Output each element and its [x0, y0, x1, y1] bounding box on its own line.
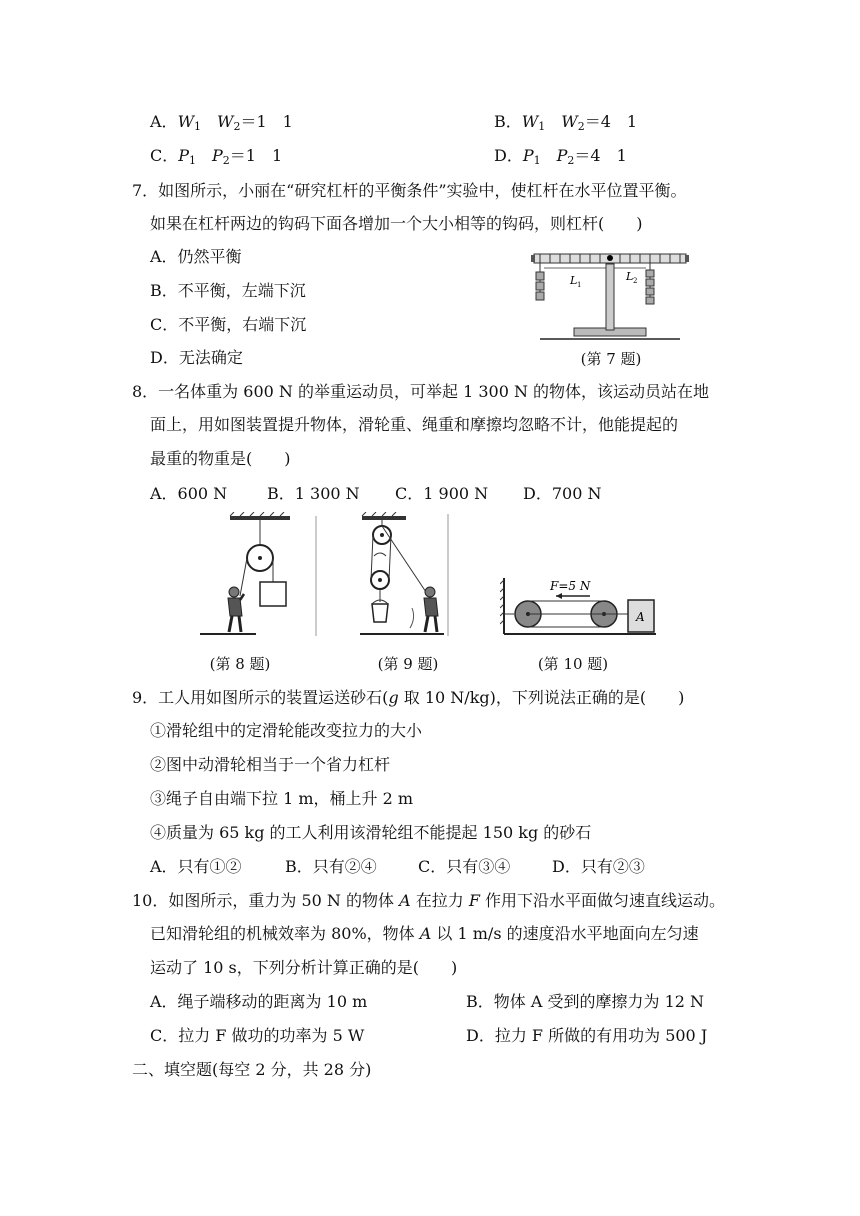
- q9-caption: (第 9 题): [377, 655, 439, 673]
- q8-stem-line3: 最重的物重是( ): [150, 449, 291, 468]
- q10-option-a: A．绳子端移动的距离为 10 m: [150, 992, 368, 1011]
- q9-stem: 9．工人用如图所示的装置运送砂石(g 取 10 N/kg)，下列说法正确的是( ): [132, 688, 685, 707]
- q8-pulley-figure: [196, 512, 322, 640]
- q8-stem-line2: 面上，用如图装置提升物体，滑轮重、绳重和摩擦均忽略不计，他能提起的: [150, 415, 679, 434]
- q10-horizontal-pulley-figure: [500, 578, 660, 638]
- q7-caption: (第 7 题): [580, 350, 642, 368]
- q6-option-a: A．$W_1$ $W_2=1$ 1: [150, 112, 293, 133]
- q8-caption: (第 8 题): [209, 655, 271, 673]
- q10-option-d: D．拉力 F 所做的有用功为 500 J: [466, 1026, 708, 1045]
- q9-option-a: A．只有①②: [150, 857, 242, 876]
- q7-option-b: B．不平衡，左端下沉: [150, 281, 306, 300]
- q8-stem-line1: 8．一名体重为 600 N 的举重运动员，可举起 1 300 N 的物体，该运动员站在地: [132, 382, 710, 401]
- q8-option-c: C．1 900 N: [395, 484, 489, 503]
- q8-option-b: B．1 300 N: [267, 484, 360, 503]
- q8-option-a: A．600 N: [150, 484, 228, 503]
- q6-option-c: C．$P_1$ $P_2=1$ 1: [150, 146, 283, 167]
- q10-stem-line3: 运动了 10 s，下列分析计算正确的是( ): [150, 958, 458, 977]
- q9-option-d: D．只有②③: [552, 857, 645, 876]
- l2-label: L: [626, 270, 634, 283]
- q10-stem-line1: 10．如图所示，重力为 50 N 的物体 A 在拉力 F 作用下沿水平面做匀速直线运动。: [132, 891, 726, 910]
- l1-label: L: [570, 274, 578, 287]
- q9-option-c: C．只有③④: [418, 857, 511, 876]
- q9-pulley-figure: [360, 512, 452, 640]
- q10-caption: (第 10 题): [537, 655, 609, 673]
- q7-option-a: A．仍然平衡: [150, 247, 242, 266]
- q9-item-2: ②图中动滑轮相当于一个省力杠杆: [150, 755, 391, 774]
- q6-option-d: D．$P_1$ $P_2=4$ 1: [494, 146, 627, 167]
- q7-lever-figure: [530, 240, 690, 344]
- q9-item-1: ①滑轮组中的定滑轮能改变拉力的大小: [150, 721, 423, 740]
- l2-label-sub: 2: [633, 277, 638, 285]
- section-2-heading: 二、填空题(每空 2 分，共 28 分): [132, 1060, 372, 1079]
- q7-stem-line1: 7．如图所示，小丽在“研究杠杆的平衡条件”实验中，使杠杆在水平位置平衡。: [132, 181, 687, 200]
- q9-item-3: ③绳子自由端下拉 1 m，桶上升 2 m: [150, 789, 414, 808]
- q8-option-d: D．700 N: [523, 484, 602, 503]
- q7-option-c: C．不平衡，右端下沉: [150, 315, 307, 334]
- q7-stem-line2: 如果在杠杆两边的钩码下面各增加一个大小相等的钩码，则杠杆( ): [150, 214, 643, 233]
- q10-option-c: C．拉力 F 做功的功率为 5 W: [150, 1026, 365, 1045]
- q9-option-b: B．只有②④: [285, 857, 377, 876]
- block-a-label: A: [636, 610, 645, 624]
- l1-label-sub: 1: [577, 281, 582, 289]
- q6-option-b: B．$W_1$ $W_2=4$ 1: [494, 112, 638, 133]
- q10-stem-line2: 已知滑轮组的机械效率为 80%，物体 A 以 1 m/s 的速度沿水平地面向左匀速: [150, 924, 699, 943]
- q9-item-4: ④质量为 65 kg 的工人利用该滑轮组不能提起 150 kg 的砂石: [150, 823, 592, 842]
- q10-option-b: B．物体 A 受到的摩擦力为 12 N: [466, 992, 705, 1011]
- q7-option-d: D．无法确定: [150, 348, 243, 367]
- force-label: F=5 N: [550, 579, 591, 593]
